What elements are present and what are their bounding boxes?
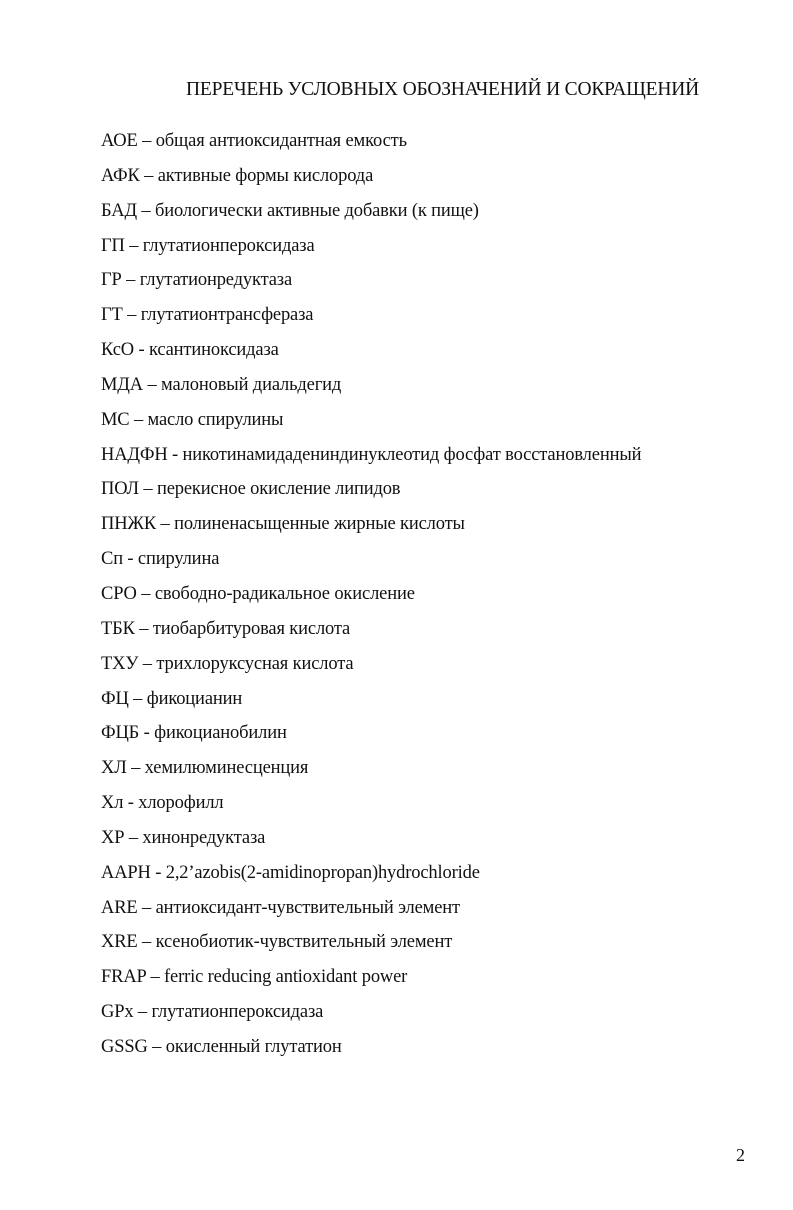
list-item: АОЕ – общая антиоксидантная емкость xyxy=(101,131,407,151)
list-item: AAPH - 2,2’azobis(2-amidinopropan)hydrochloride xyxy=(101,862,480,883)
abbreviation-list xyxy=(101,126,641,1067)
list-item: АФК – активные формы кислорода xyxy=(101,165,374,186)
list-item: Хл - хлорофилл xyxy=(101,793,224,814)
list-item: ТБК – тиобарбитуровая кислота xyxy=(101,618,351,639)
list-item: ФЦ – фикоцианин xyxy=(101,688,243,709)
list-item: БАД – биологически активные добавки (к пище) xyxy=(101,200,479,221)
list-item: ГР – глутатионредуктаза xyxy=(101,270,293,291)
list-item: КсО - ксантиноксидаза xyxy=(101,340,279,361)
list-item: НАДФН - никотинамидадениндинуклеотид фосфат восстановленный xyxy=(101,444,642,465)
list-item: ГП – глутатионпероксидаза xyxy=(101,235,315,256)
list-item: ПНЖК – полиненасыщенные жирные кислоты xyxy=(101,514,465,535)
list-item: ФЦБ - фикоцианобилин xyxy=(101,723,287,744)
page-number: 2 xyxy=(736,1145,745,1165)
page-title: ПЕРЕЧЕНЬ УСЛОВНЫХ ОБОЗНАЧЕНИЙ И СОКРАЩЕНИЙ xyxy=(186,79,699,100)
list-item: ТХУ – трихлоруксусная кислота xyxy=(101,653,354,674)
list-item: GPx – глутатионпероксидаза xyxy=(101,1002,324,1023)
list-item: МС – масло спирулины xyxy=(101,409,284,430)
list-item: FRAP – ferric reducing antioxidant power xyxy=(101,967,408,988)
list-item: ХР – хинонредуктаза xyxy=(101,827,266,848)
list-item: ГТ – глутатионтрансфераза xyxy=(101,305,314,326)
list-item: GSSG – окисленный глутатион xyxy=(101,1036,342,1057)
list-item: ПОЛ – перекисное окисление липидов xyxy=(101,479,401,500)
list-item: Сп - спирулина xyxy=(101,549,220,570)
list-item: МДА – малоновый диальдегид xyxy=(101,374,342,395)
list-item: ARE – антиоксидант-чувствительный элемент xyxy=(101,897,460,918)
list-item: СРО – свободно-радикальное окисление xyxy=(101,583,415,604)
list-item: ХЛ – хемилюминесценция xyxy=(101,758,309,779)
list-item: XRE – ксенобиотик-чувствительный элемент xyxy=(101,932,453,953)
